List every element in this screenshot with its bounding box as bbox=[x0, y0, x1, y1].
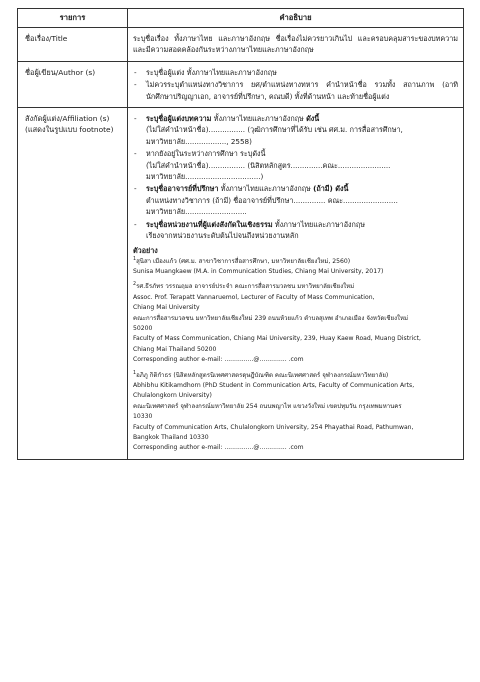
header-item: รายการ bbox=[18, 9, 128, 28]
example-3: $^1$อภิภู กิติกำธร (นิสิตหลักสูตรนิเทศศาสตรดุษฎีบัณฑิต คณะนิเทศศาสตร์ จุฬาลงกรณ์มหาวิทยาลัย) Abhibhu Kitikamdhorn (PhD Student in Communication Arts, Faculty of Communication Arts, Chulalongkorn University) คณะนิเทศศาสตร์ จุฬาลงกรณ์มหาวิทยาลัย 254 ถนนพญาไท แขวงวังใหม่ เขตปทุมวัน กรุงเทพมหานคร 10330 Faculty of Communication Arts, Chulalongkorn University, 254 Phayathai Road, Pathumwan, Bangkok Thailand 10330 Corresponding author e-mail: ...............@.............. .com bbox=[133, 370, 415, 452]
header-description: คำอธิบาย bbox=[128, 9, 464, 28]
table-row-author bbox=[18, 61, 464, 107]
guideline-table bbox=[17, 8, 464, 460]
example-1: $^1$สุนิสา เมืองแก้ว (ศศ.ม. สาขาวิชาการสื่อสารศึกษา, มหาวิทยาลัยเชียงใหม่, 2560) Sunisa Muangkaew (M.A. in Communication Studies, Chiang Mai University, 2017) bbox=[133, 256, 384, 275]
title-label: ชื่อเรื่อง/Title bbox=[18, 28, 128, 62]
affiliation-description-cell bbox=[128, 108, 464, 460]
affiliation-bullet-3: - ระบุชื่ออาจารย์ที่ปรึกษา ทั้งภาษาไทยและภาษาอังกฤษ (ถ้ามี) ดังนี้ ตำแหน่งทางวิชาการ (ถ้ามี) ชื่ออาจารย์ที่ปรึกษา.............. คณะ........................ มหาวิทยาลัย........................... bbox=[134, 184, 398, 217]
title-description: ระบุชื่อเรื่อง ทั้งภาษาไทย และภาษาอังกฤษ ชื่อเรื่องไม่ควรยาวเกินไป และครอบคลุมสาระของบทความ และมีความสอดคล้องกันระหว่างภาษาไทยและภาษาอังกฤษ bbox=[133, 34, 458, 55]
author-bullet-1: - ระบุชื่อผู้แต่ง ทั้งภาษาไทยและภาษาอังกฤษ bbox=[134, 67, 277, 77]
author-description-cell bbox=[128, 61, 464, 107]
affiliation-bullet-1: - ระบุชื่อผู้แต่งบทความ ทั้งภาษาไทยและภาษาอังกฤษ ดังนี้ (ไม่ใส่คำนำหน้าชื่อ)................ (วุฒิการศึกษาที่ได้รับ เช่น ศศ.ม. การสื่อสารศึกษา, มหาวิทยาลัย.................., 2558) bbox=[134, 114, 403, 146]
affiliation-label: สังกัดผู้แต่ง/Affiliation (s) bbox=[25, 114, 110, 124]
title-description-cell bbox=[128, 28, 464, 62]
table-row-affiliation bbox=[18, 108, 464, 460]
affiliation-bullet-2: - หากยังอยู่ในระหว่างการศึกษา ระบุดังนี้ (ไม่ใส่คำนำหน้าชื่อ)................ (นิสิตหลักสูตร..............คณะ....................... มหาวิทยาลัย.................................) bbox=[134, 149, 391, 182]
author-label: ชื่อผู้เขียน/Author (s) bbox=[18, 61, 128, 107]
affiliation-label-cell bbox=[18, 108, 128, 460]
table-header-row bbox=[18, 9, 464, 28]
examples-heading: ตัวอย่าง bbox=[133, 245, 158, 255]
affiliation-label-note: (แสดงในรูปแบบ footnote) bbox=[25, 125, 114, 135]
author-bullet-2: - ไม่ควรระบุตำแหน่งทางวิชาการ ยศ/ตำแหน่งทางทหาร คำนำหน้าชื่อ รวมทั้ง สถานภาพ (อาทิ นักศึกษาปริญญาเอก, อาจารย์ที่ปรึกษา, คณบดี) ทั้งที่ด้านหน้า และท้ายชื่อผู้แต่ง bbox=[134, 80, 458, 101]
example-2: $^2$รศ.ธีรภัทร วรรณฤมล อาจารย์ประจำ คณะการสื่อสารมวลชน มหาวิทยาลัยเชียงใหม่ Assoc. Prof. Terapatt Vannaruemol, Lecturer of Faculty of Mass Communication, Chiang Mai University คณะการสื่อสารมวลชน มหาวิทยาลัยเชียงใหม่ 239 ถนนห้วยแก้ว ตำบลสุเทพ อำเภอเมือง จังหวัดเชียงใหม่ 50200 Faculty of Mass Communication, Chiang Mai University, 239, Huay Kaew Road, Muang District, Chiang Mai Thailand 50200 Corresponding author e-mail: ...............@.............. .com bbox=[133, 282, 421, 364]
table-row-title bbox=[18, 28, 464, 62]
affiliation-bullet-4: - ระบุชื่อหน่วยงานที่ผู้แต่งสังกัดในเชิงธรรม ทั้งภาษาไทยและภาษาอังกฤษ เรียงจากหน่วยงานระดับต้นไปจนถึงหน่วยงานหลัก bbox=[134, 219, 365, 241]
